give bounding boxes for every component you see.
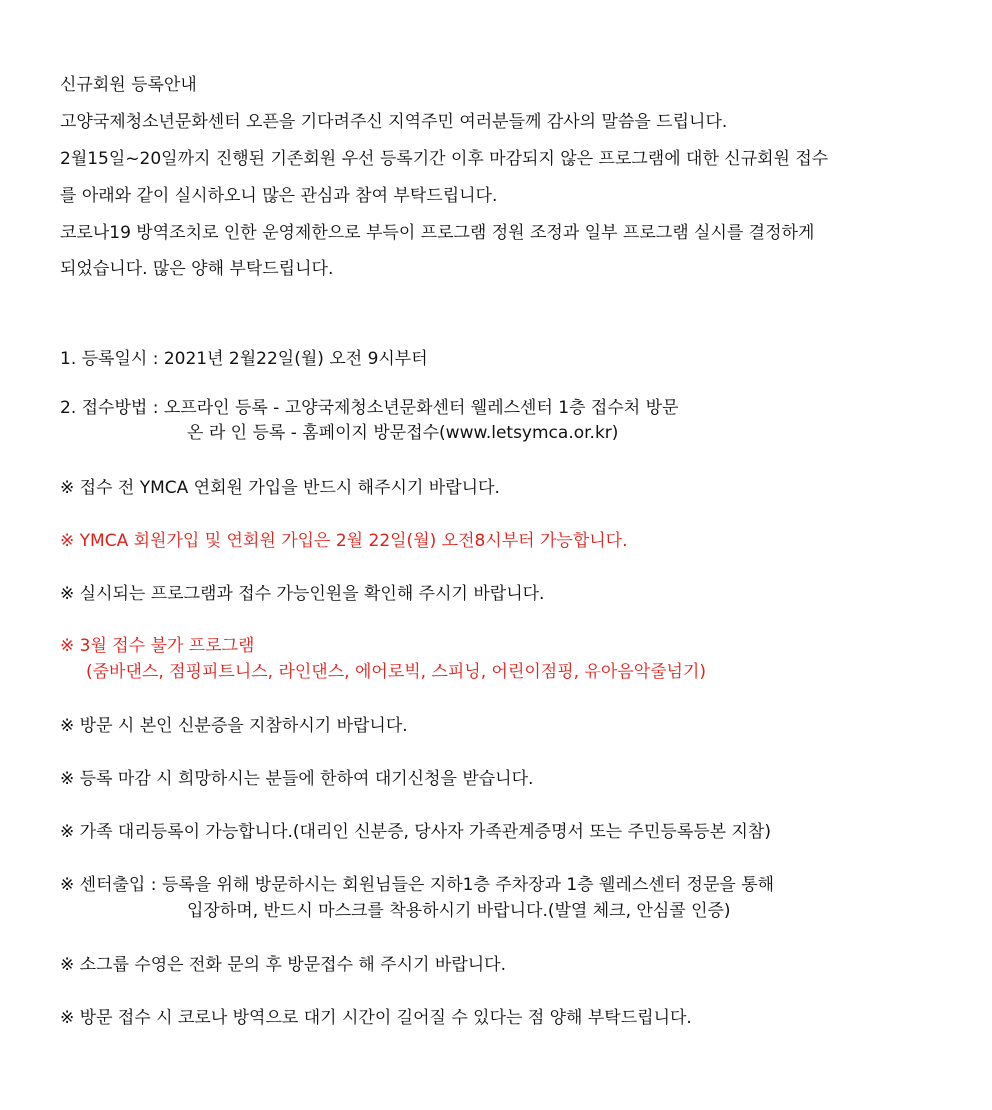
- note-check: ※ 실시되는 프로그램과 접수 가능인원을 확인해 주시기 바랍니다.: [60, 584, 545, 604]
- note-wait: ※ 방문 접수 시 코로나 방역으로 대기 시간이 길어질 수 있다는 점 양해 부탁드립니다.: [60, 1008, 692, 1028]
- intro-line-3: 를 아래와 같이 실시하오니 많은 관심과 참여 부탁드립니다.: [60, 186, 498, 206]
- note-entry-2: 입장하며, 반드시 마스크를 착용하시기 바랍니다.(발열 체크, 안심콜 인증): [187, 901, 731, 921]
- intro-line-4: 코로나19 방역조치로 인한 운영제한으로 부득이 프로그램 정원 조정과 일부 프로그램 실시를 결정하게: [60, 223, 815, 243]
- note-proxy: ※ 가족 대리등록이 가능합니다.(대리인 신분증, 당사자 가족관계증명서 또는 주민등록등본 지참): [60, 822, 771, 842]
- intro-line-1: 고양국제청소년문화센터 오픈을 기다려주신 지역주민 여러분들께 감사의 말씀을 드립니다.: [60, 112, 728, 132]
- notice-title: 신규회원 등록안내: [60, 75, 197, 95]
- registration-method-online: 온 라 인 등록 - 홈페이지 방문접수(www.letsymca.or.kr): [187, 423, 619, 443]
- intro-line-5: 되었습니다. 많은 양해 부탁드립니다.: [60, 259, 334, 279]
- note-waitlist: ※ 등록 마감 시 희망하시는 분들에 한하여 대기신청을 받습니다.: [60, 769, 534, 789]
- intro-line-2: 2월15일~20일까지 진행된 기존회원 우선 등록기간 이후 마감되지 않은 프로그램에 대한 신규회원 접수: [60, 149, 829, 169]
- registration-method: 2. 접수방법 : 오프라인 등록 - 고양국제청소년문화센터 웰레스센터 1층 접수처 방문: [60, 398, 679, 418]
- note-ymca-time: ※ YMCA 회원가입 및 연회원 가입은 2월 22일(월) 오전8시부터 가능합니다.: [60, 531, 628, 551]
- note-swim: ※ 소그룹 수영은 전화 문의 후 방문접수 해 주시기 바랍니다.: [60, 955, 506, 975]
- note-ymca-join: ※ 접수 전 YMCA 연회원 가입을 반드시 해주시기 바랍니다.: [60, 478, 500, 498]
- note-entry-1: ※ 센터출입 : 등록을 위해 방문하시는 회원님들은 지하1층 주차장과 1층 웰레스센터 정문을 통해: [60, 875, 775, 895]
- note-march-title: ※ 3월 접수 불가 프로그램: [60, 636, 255, 656]
- note-id-card: ※ 방문 시 본인 신분증을 지참하시기 바랍니다.: [60, 716, 408, 736]
- note-march-list: (줌바댄스, 점핑피트니스, 라인댄스, 에어로빅, 스피닝, 어린이점핑, 유아음악줄넘기): [86, 662, 707, 682]
- registration-date: 1. 등록일시 : 2021년 2월22일(월) 오전 9시부터: [60, 349, 428, 369]
